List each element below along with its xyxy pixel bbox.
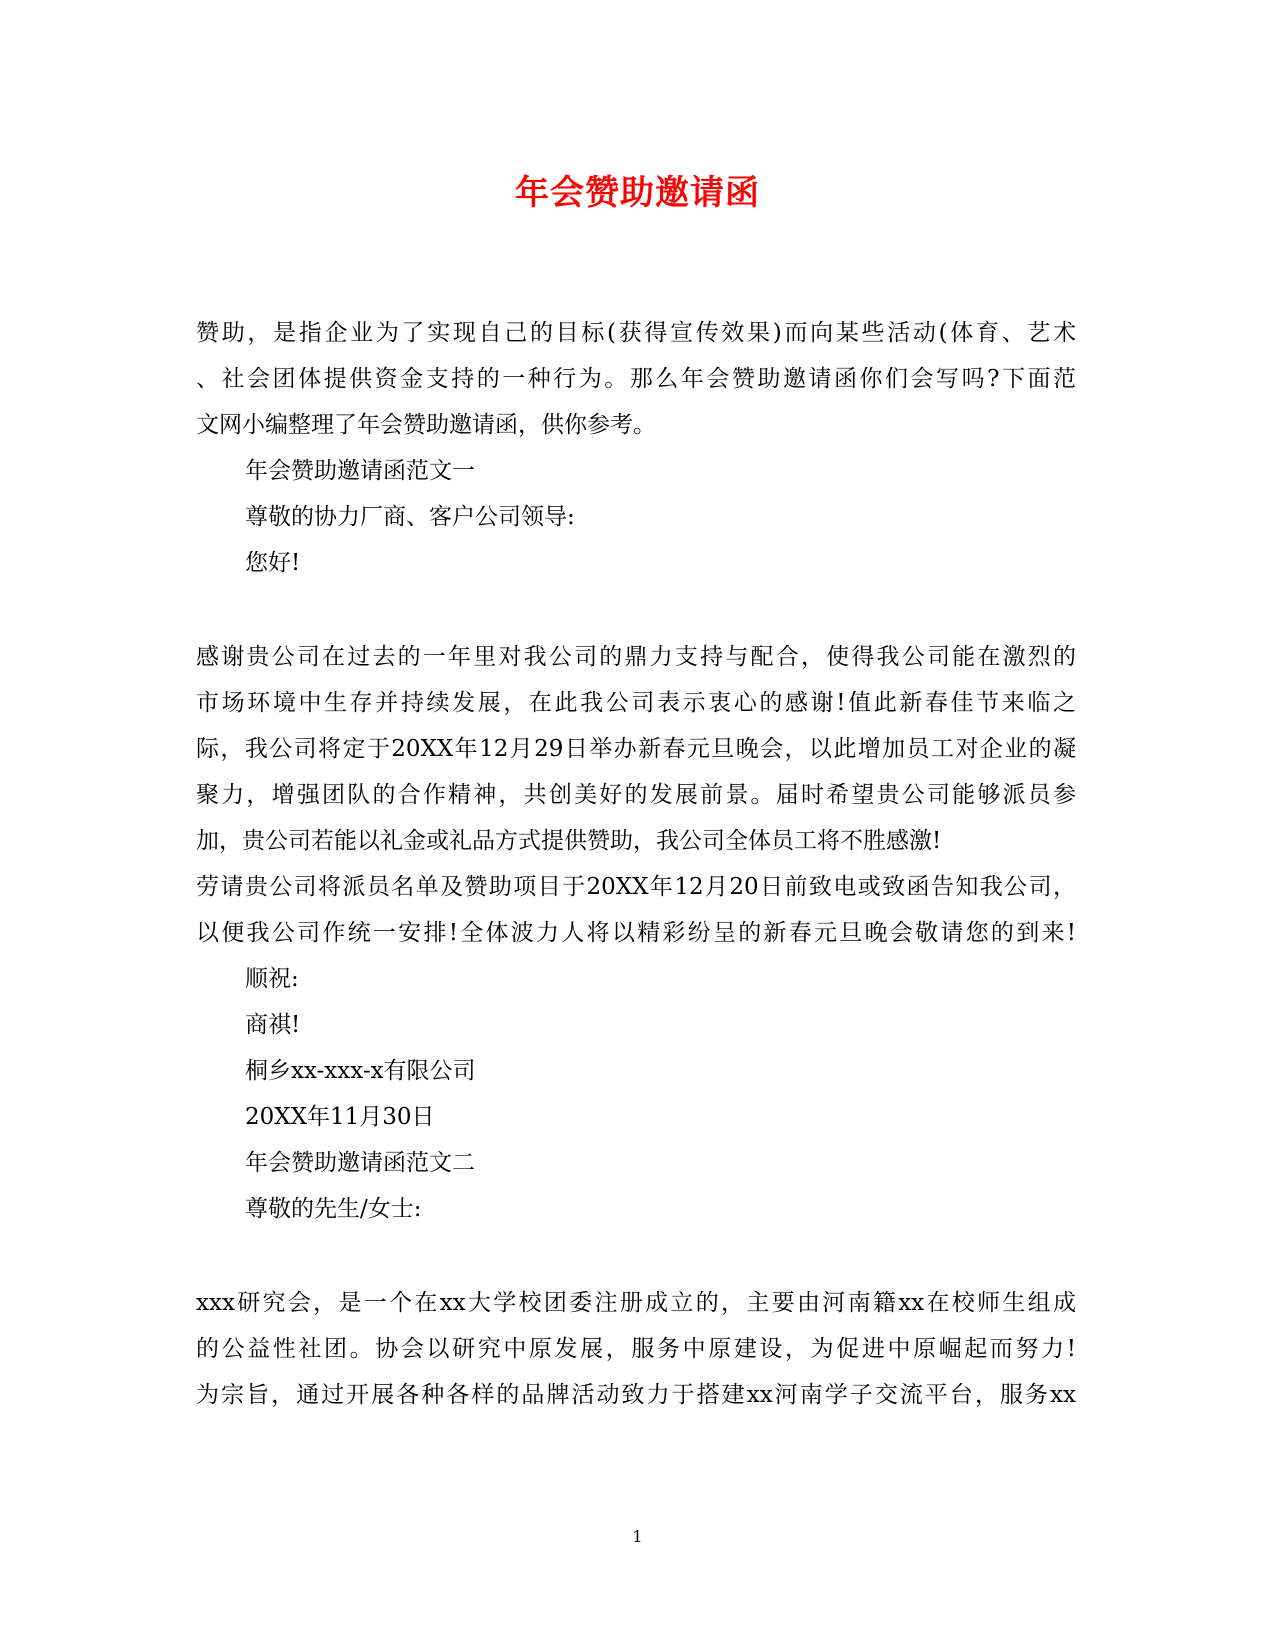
paragraph-line: 、社会团体提供资金支持的一种行为。那么年会赞助邀请函你们会写吗?下面范 (196, 366, 1076, 392)
paragraph-line: xxx研究会，是一个在xx大学校团委注册成立的，主要由河南籍xx在校师生组成 (196, 1290, 1076, 1316)
paragraph-line: 加，贵公司若能以礼金或礼品方式提供赞助，我公司全体员工将不胜感激! (196, 828, 942, 854)
paragraph-line: 劳请贵公司将派员名单及赞助项目于20XX年12月20日前致电或致函告知我公司， (196, 874, 1076, 900)
paragraph-line: 文网小编整理了年会赞助邀请函，供你参考。 (196, 412, 656, 438)
paragraph-line: 聚力，增强团队的合作精神，共创美好的发展前景。届时希望贵公司能够派员参 (196, 782, 1076, 808)
salutation: 尊敬的先生/女士: (245, 1196, 422, 1222)
paragraph-line: 市场环境中生存并持续发展，在此我公司表示衷心的感谢!值此新春佳节来临之 (196, 690, 1076, 716)
company-signature: 桐乡xx-xxx-x有限公司 (245, 1058, 476, 1084)
paragraph-line: 际，我公司将定于20XX年12月29日举办新春元旦晚会，以此增加员工对企业的凝 (196, 736, 1076, 762)
paragraph-line: 赞助，是指企业为了实现自己的目标(获得宣传效果)而向某些活动(体育、艺术 (196, 320, 1076, 346)
salutation: 尊敬的协力厂商、客户公司领导: (245, 504, 575, 530)
closing: 顺祝: (245, 966, 299, 992)
closing-wish: 商祺! (245, 1012, 301, 1038)
paragraph-line: 的公益性社团。协会以研究中原发展，服务中原建设，为促进中原崛起而努力! (196, 1336, 1076, 1362)
document-title: 年会赞助邀请函 (515, 173, 760, 213)
section-heading: 年会赞助邀请函范文二 (245, 1150, 475, 1176)
greeting: 您好! (245, 550, 301, 576)
section-heading: 年会赞助邀请函范文一 (245, 458, 475, 484)
paragraph-line: 感谢贵公司在过去的一年里对我公司的鼎力支持与配合，使得我公司能在激烈的 (196, 644, 1076, 670)
page-number: 1 (632, 1527, 643, 1546)
paragraph-line: 为宗旨，通过开展各种各样的品牌活动致力于搭建xx河南学子交流平台，服务xx (196, 1382, 1076, 1408)
paragraph-line: 以便我公司作统一安排!全体波力人将以精彩纷呈的新春元旦晚会敬请您的到来! (196, 920, 1076, 946)
letter-date: 20XX年11月30日 (245, 1104, 435, 1130)
